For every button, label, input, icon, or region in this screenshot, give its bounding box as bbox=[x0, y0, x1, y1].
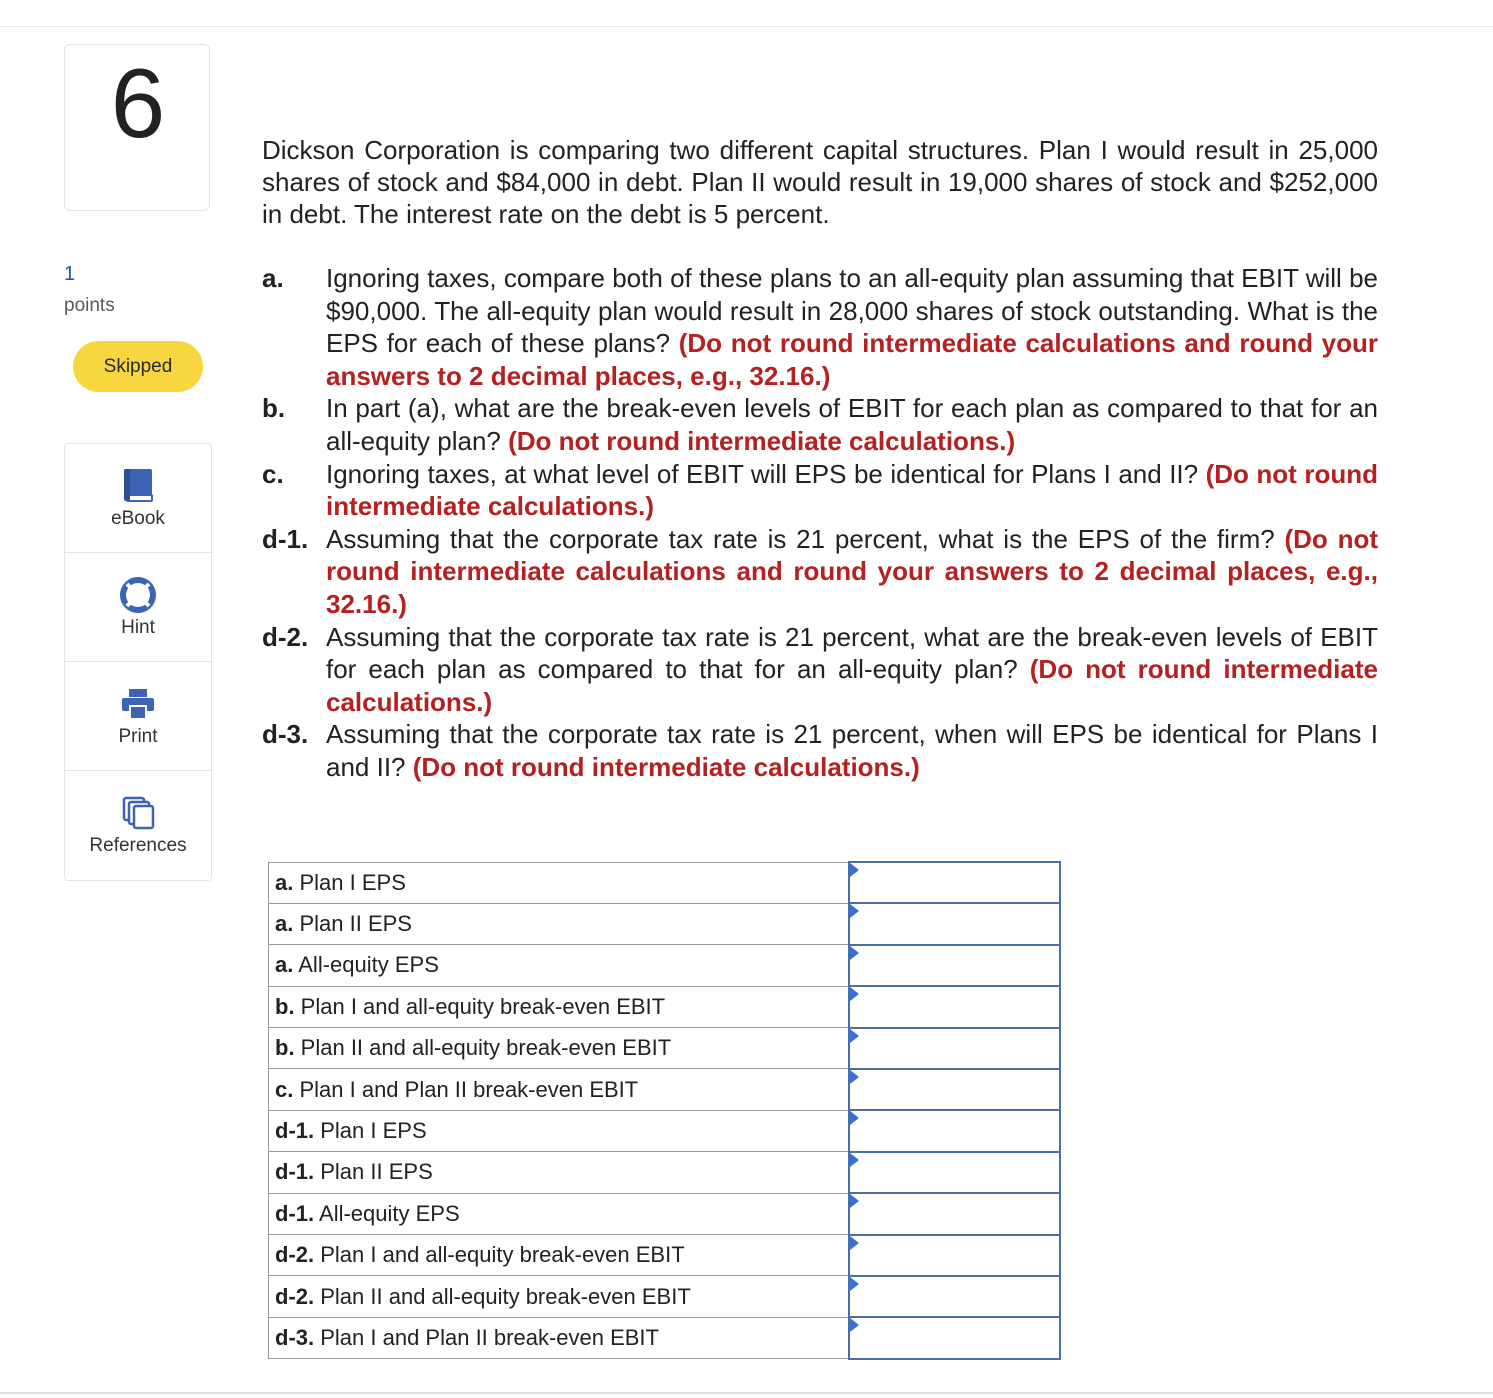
part-instruction: (Do not round intermediate calculations and round your answers to 2 decimal places, e.g., 32.16.) bbox=[326, 523, 1378, 619]
part-label: b. bbox=[262, 393, 286, 424]
table-row bbox=[269, 1152, 1060, 1193]
answer-input[interactable] bbox=[850, 1153, 1059, 1192]
question-stem: Dickson Corporation is comparing two different capital structures. Plan I would result in 25,000 shares of stock and $84,000 in debt. Plan II would result in 19,000 shares of stock and $252,000 in debt. The interest rate on the debt is 5 percent. bbox=[262, 135, 1378, 229]
answer-table bbox=[268, 861, 1061, 1360]
answer-cell bbox=[849, 862, 1060, 903]
answer-cell bbox=[849, 903, 1060, 944]
table-row bbox=[269, 862, 1060, 903]
answer-input[interactable] bbox=[850, 1029, 1059, 1068]
cell-marker-icon bbox=[850, 1194, 859, 1208]
part-instruction: (Do not round intermediate calculations.) bbox=[326, 654, 1378, 717]
part-text: Assuming that the corporate tax rate is 21 percent, what is the EPS of the firm? bbox=[326, 523, 1285, 554]
answer-label: d-2. Plan II and all-equity break-even EBIT bbox=[269, 1276, 849, 1317]
answer-label: a. All-equity EPS bbox=[269, 945, 849, 986]
top-divider bbox=[0, 26, 1493, 27]
answer-label: d-1. All-equity EPS bbox=[269, 1193, 849, 1234]
answer-input[interactable] bbox=[850, 904, 1059, 943]
cell-marker-icon bbox=[850, 946, 859, 960]
part-b bbox=[262, 392, 1378, 457]
references-button[interactable] bbox=[65, 771, 211, 880]
answer-label: d-1. Plan II EPS bbox=[269, 1152, 849, 1193]
table-row bbox=[269, 1110, 1060, 1151]
part-d3 bbox=[262, 718, 1378, 783]
points-label: points bbox=[64, 295, 115, 316]
part-d1 bbox=[262, 523, 1378, 621]
question-number: 6 bbox=[110, 48, 166, 158]
cell-marker-icon bbox=[850, 1153, 859, 1167]
part-instruction: (Do not round intermediate calculations.) bbox=[412, 751, 920, 782]
copy-pages-icon bbox=[120, 795, 156, 831]
part-text: In part (a), what are the break-even levels of EBIT for each plan as compared to that for an all-equity plan? bbox=[326, 393, 1378, 456]
answer-label: d-2. Plan I and all-equity break-even EBIT bbox=[269, 1235, 849, 1276]
part-instruction: (Do not round intermediate calculations and round your answers to 2 decimal places, e.g., 32.16.) bbox=[326, 328, 1378, 391]
table-row bbox=[269, 1235, 1060, 1276]
status-badge: Skipped bbox=[73, 341, 203, 392]
part-text: Assuming that the corporate tax rate is 21 percent, when will EPS be identical for Plans I and II? bbox=[326, 719, 1378, 782]
part-label: a. bbox=[262, 263, 284, 293]
table-row bbox=[269, 986, 1060, 1027]
answer-cell bbox=[849, 1069, 1060, 1110]
answer-input[interactable] bbox=[850, 1111, 1059, 1150]
points-value: 1 bbox=[64, 263, 76, 285]
answer-input[interactable] bbox=[850, 1277, 1059, 1316]
bottom-divider bbox=[0, 1392, 1493, 1394]
printer-icon bbox=[120, 686, 156, 722]
answer-label: b. Plan I and all-equity break-even EBIT bbox=[269, 986, 849, 1027]
cell-marker-icon bbox=[850, 1070, 859, 1084]
book-icon bbox=[120, 468, 156, 504]
answer-label: b. Plan II and all-equity break-even EBIT bbox=[269, 1028, 849, 1069]
table-row bbox=[269, 945, 1060, 986]
part-instruction: (Do not round intermediate calculations.) bbox=[326, 458, 1378, 522]
cell-marker-icon bbox=[850, 987, 859, 1001]
cell-marker-icon bbox=[850, 863, 859, 877]
part-instruction: (Do not round intermediate calculations.) bbox=[508, 425, 1016, 456]
part-label: d-2. bbox=[262, 621, 309, 652]
answer-cell bbox=[849, 1235, 1060, 1276]
part-a bbox=[262, 262, 1378, 392]
lifebuoy-icon bbox=[120, 577, 156, 613]
answer-label: a. Plan I EPS bbox=[269, 862, 849, 903]
table-row bbox=[269, 1069, 1060, 1110]
part-label: d-3. bbox=[262, 719, 309, 750]
cell-marker-icon bbox=[850, 1236, 859, 1250]
cell-marker-icon bbox=[850, 1318, 859, 1332]
references-label: References bbox=[89, 835, 187, 856]
part-c bbox=[262, 458, 1378, 523]
answer-label: d-1. Plan I EPS bbox=[269, 1110, 849, 1151]
answer-cell bbox=[849, 1152, 1060, 1193]
ebook-label: eBook bbox=[111, 508, 165, 529]
cell-marker-icon bbox=[850, 1111, 859, 1125]
answer-input[interactable] bbox=[850, 946, 1059, 985]
table-row bbox=[269, 903, 1060, 944]
table-row bbox=[269, 1317, 1060, 1358]
answer-input[interactable] bbox=[850, 1318, 1059, 1357]
cell-marker-icon bbox=[850, 1277, 859, 1291]
answer-cell bbox=[849, 945, 1060, 986]
answer-cell bbox=[849, 1317, 1060, 1358]
part-text: Ignoring taxes, compare both of these plans to an all-equity plan assuming that EBIT will be $90,000. The all-equity plan would result in 28,000 shares of stock outstanding. What is the EPS for each of these plans? bbox=[326, 263, 1378, 359]
answer-label: a. Plan II EPS bbox=[269, 903, 849, 944]
part-label: d-1. bbox=[262, 523, 309, 554]
table-row bbox=[269, 1276, 1060, 1317]
answer-cell bbox=[849, 1276, 1060, 1317]
part-text: Ignoring taxes, at what level of EBIT will EPS be identical for Plans I and II? bbox=[326, 458, 1206, 489]
answer-input[interactable] bbox=[850, 1070, 1059, 1109]
answer-label: c. Plan I and Plan II break-even EBIT bbox=[269, 1069, 849, 1110]
answer-input[interactable] bbox=[850, 863, 1059, 902]
part-label: c. bbox=[262, 458, 284, 489]
answer-input[interactable] bbox=[850, 987, 1059, 1026]
table-row bbox=[269, 1193, 1060, 1234]
answer-label: d-3. Plan I and Plan II break-even EBIT bbox=[269, 1317, 849, 1358]
answer-input[interactable] bbox=[850, 1194, 1059, 1233]
print-label: Print bbox=[118, 726, 158, 747]
hint-label: Hint bbox=[121, 617, 155, 638]
cell-marker-icon bbox=[850, 904, 859, 918]
answer-cell bbox=[849, 1193, 1060, 1234]
question-number-card bbox=[64, 44, 210, 211]
part-d2 bbox=[262, 621, 1378, 719]
answer-cell bbox=[849, 986, 1060, 1027]
hint-button[interactable] bbox=[65, 553, 211, 662]
tools-panel bbox=[64, 443, 212, 881]
answer-cell bbox=[849, 1028, 1060, 1069]
cell-marker-icon bbox=[850, 1029, 859, 1043]
answer-cell bbox=[849, 1110, 1060, 1151]
table-row bbox=[269, 1028, 1060, 1069]
answer-input[interactable] bbox=[850, 1236, 1059, 1275]
print-button[interactable] bbox=[65, 662, 211, 771]
question-parts bbox=[262, 262, 1378, 784]
ebook-button[interactable] bbox=[65, 444, 211, 553]
part-text: Assuming that the corporate tax rate is 21 percent, what are the break-even levels of EBIT for each plan as compared to that for an all-equity plan? bbox=[326, 621, 1378, 685]
